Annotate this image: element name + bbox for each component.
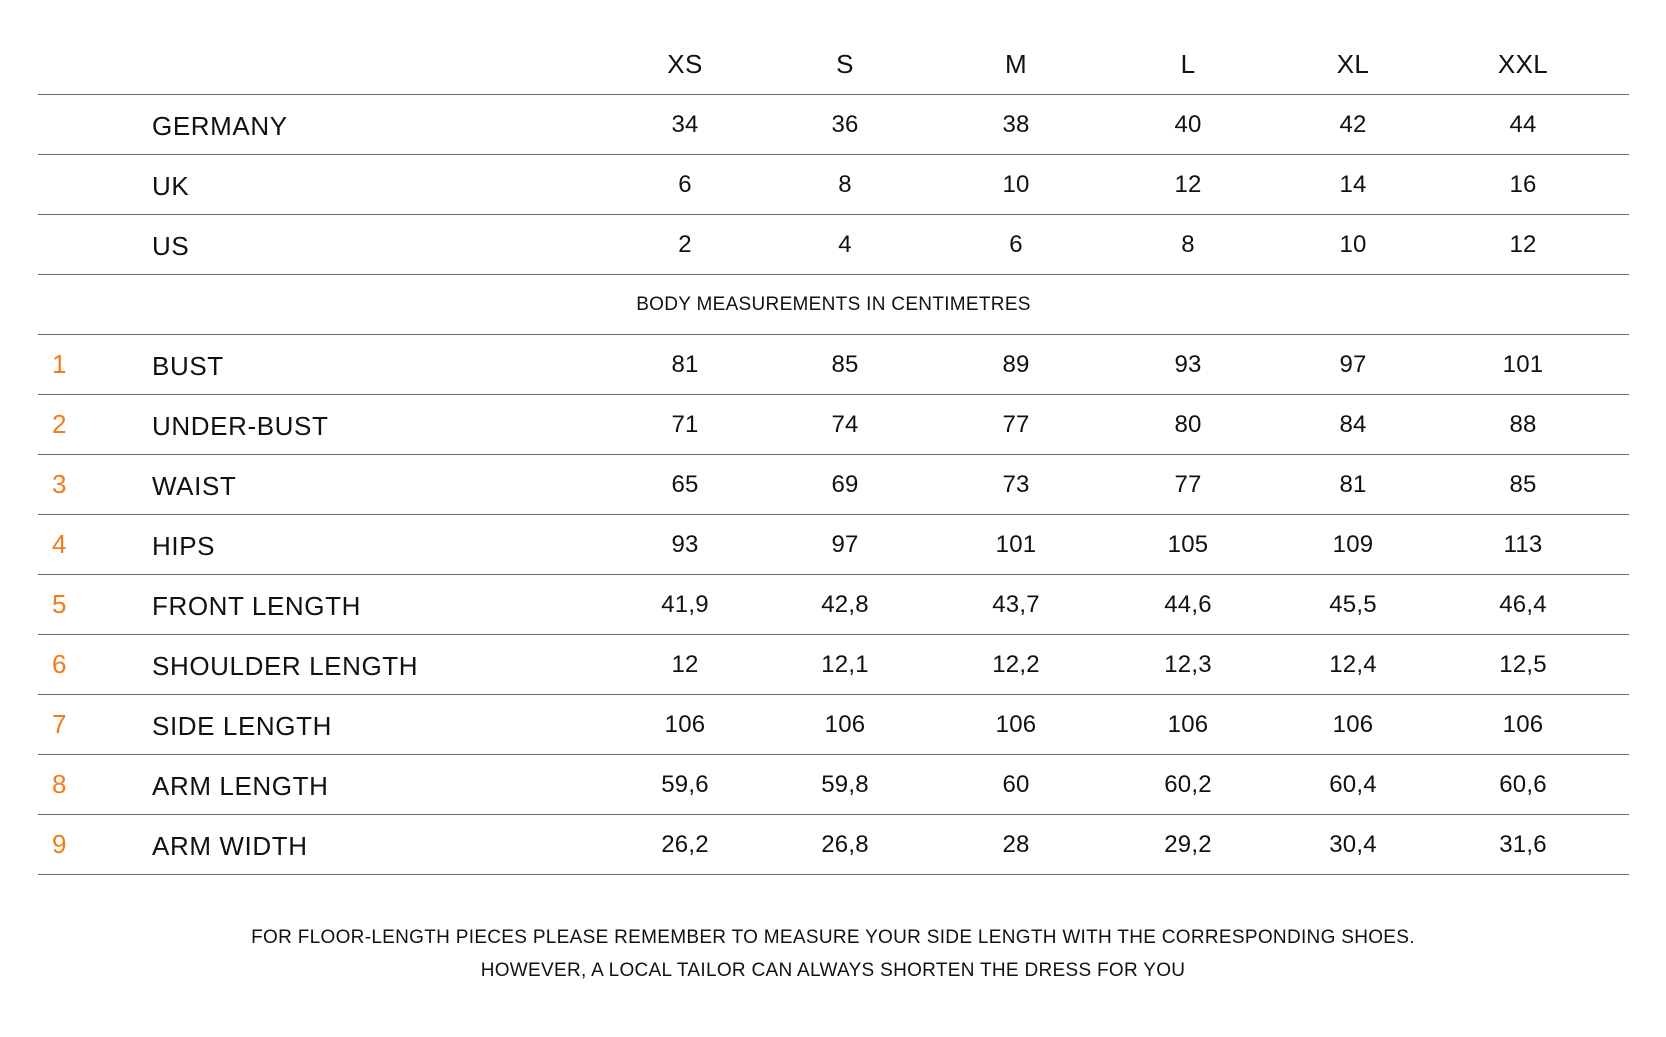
measurement-value: 101 (995, 530, 1037, 558)
measurement-value: 106 (1332, 710, 1374, 738)
measurement-label: SHOULDER LENGTH (152, 651, 419, 681)
measurement-value: 12 (671, 650, 699, 678)
conversion-label: US (152, 231, 190, 261)
conversion-label: UK (152, 171, 190, 201)
measurement-value: 93 (671, 530, 699, 558)
measurement-number: 6 (52, 649, 67, 679)
measurement-row-shoulder-length (38, 635, 1629, 695)
measurement-value: 60,4 (1329, 770, 1377, 798)
measurement-value: 59,6 (661, 770, 709, 798)
measurement-label: HIPS (152, 531, 216, 561)
measurement-row-arm-length (38, 755, 1629, 815)
measurement-label: UNDER-BUST (152, 411, 329, 441)
measurement-value: 93 (1174, 350, 1202, 378)
size-header-s: S (836, 49, 854, 79)
measurement-value: 81 (1339, 470, 1367, 498)
measurement-value: 106 (664, 710, 706, 738)
measurement-value: 41,9 (661, 590, 709, 618)
size-value: 44 (1509, 110, 1537, 138)
section-title: BODY MEASUREMENTS IN CENTIMETRES (636, 293, 1031, 315)
measurement-value: 46,4 (1499, 590, 1547, 618)
footnote-line-2: HOWEVER, A LOCAL TAILOR CAN ALWAYS SHORTEN THE DRESS FOR YOU (480, 960, 1186, 981)
footnote-line-1: FOR FLOOR-LENGTH PIECES PLEASE REMEMBER TO MEASURE YOUR SIDE LENGTH WITH THE CORRESPONDING SHOES. (251, 927, 1415, 948)
size-header-xxl: XXL (1497, 49, 1549, 79)
measurement-value: 31,6 (1499, 830, 1547, 858)
measurement-value: 12,1 (821, 650, 869, 678)
size-value: 2 (678, 230, 692, 258)
measurement-row-bust (38, 335, 1629, 395)
measurement-value: 81 (671, 350, 699, 378)
measurement-value: 60,6 (1499, 770, 1547, 798)
conversion-row-us (38, 215, 1629, 275)
measurement-value: 71 (671, 410, 699, 438)
measurement-row-front-length (38, 575, 1629, 635)
size-value: 38 (1002, 110, 1030, 138)
measurement-number: 5 (52, 589, 67, 619)
size-value: 34 (671, 110, 699, 138)
conversion-label: GERMANY (152, 111, 288, 141)
measurement-value: 12,5 (1499, 650, 1547, 678)
measurement-value: 88 (1509, 410, 1537, 438)
measurement-number: 9 (52, 829, 67, 859)
size-header-l: L (1180, 49, 1196, 79)
measurement-number: 4 (52, 529, 67, 559)
measurement-value: 60 (1002, 770, 1030, 798)
measurement-value: 97 (1339, 350, 1367, 378)
measurement-number: 2 (52, 409, 67, 439)
size-value: 4 (838, 230, 852, 258)
measurement-value: 73 (1002, 470, 1030, 498)
measurement-value: 60,2 (1164, 770, 1212, 798)
measurement-value: 85 (1509, 470, 1537, 498)
measurement-value: 74 (831, 410, 859, 438)
measurement-value: 77 (1002, 410, 1030, 438)
size-value: 16 (1509, 170, 1537, 198)
measurement-value: 106 (1167, 710, 1209, 738)
measurement-value: 45,5 (1329, 590, 1377, 618)
size-value: 10 (1339, 230, 1367, 258)
size-value: 6 (1009, 230, 1023, 258)
measurement-row-side-length (38, 695, 1629, 755)
size-value: 8 (1181, 230, 1195, 258)
measurement-number: 3 (52, 469, 67, 499)
measurement-value: 106 (1502, 710, 1544, 738)
measurement-label: ARM LENGTH (152, 771, 329, 801)
measurement-value: 44,6 (1164, 590, 1212, 618)
measurement-label: SIDE LENGTH (152, 711, 332, 741)
measurement-row-waist (38, 455, 1629, 515)
measurement-value: 12,3 (1164, 650, 1212, 678)
measurement-value: 113 (1503, 530, 1543, 558)
measurement-value: 12,2 (992, 650, 1040, 678)
measurement-row-arm-width (38, 815, 1629, 875)
measurement-number: 1 (52, 349, 67, 379)
measurement-number: 8 (52, 769, 67, 799)
measurement-value: 29,2 (1164, 830, 1212, 858)
size-value: 8 (838, 170, 852, 198)
conversion-row-germany (38, 95, 1629, 155)
size-header-xl: XL (1336, 49, 1370, 79)
measurement-value: 26,2 (661, 830, 709, 858)
measurement-value: 106 (995, 710, 1037, 738)
measurement-label: WAIST (152, 471, 237, 501)
measurement-value: 97 (831, 530, 859, 558)
size-value: 12 (1509, 230, 1537, 258)
measurement-value: 84 (1339, 410, 1367, 438)
measurement-label: BUST (152, 351, 224, 381)
measurement-value: 101 (1502, 350, 1544, 378)
size-value: 6 (678, 170, 692, 198)
measurement-value: 43,7 (992, 590, 1040, 618)
measurement-value: 80 (1174, 410, 1202, 438)
measurement-row-hips (38, 515, 1629, 575)
measurement-value: 65 (671, 470, 699, 498)
measurement-value: 85 (831, 350, 859, 378)
size-value: 10 (1002, 170, 1030, 198)
size-value: 12 (1174, 170, 1202, 198)
section-title-row (38, 275, 1629, 335)
measurement-value: 89 (1002, 350, 1030, 378)
measurement-value: 12,4 (1329, 650, 1377, 678)
measurement-value: 105 (1167, 530, 1209, 558)
measurement-number: 7 (52, 709, 67, 739)
measurement-value: 59,8 (821, 770, 869, 798)
measurement-label: FRONT LENGTH (152, 591, 361, 621)
size-value: 40 (1174, 110, 1202, 138)
measurement-value: 77 (1174, 470, 1202, 498)
measurement-value: 109 (1332, 530, 1374, 558)
size-value: 36 (831, 110, 859, 138)
measurement-value: 26,8 (821, 830, 869, 858)
measurement-value: 106 (824, 710, 866, 738)
size-value: 42 (1339, 110, 1367, 138)
size-header-xs: XS (667, 49, 703, 79)
measurement-value: 69 (831, 470, 859, 498)
size-header-row (38, 35, 1629, 95)
measurement-value: 42,8 (821, 590, 869, 618)
conversion-row-uk (38, 155, 1629, 215)
size-value: 14 (1339, 170, 1367, 198)
measurement-value: 30,4 (1329, 830, 1377, 858)
measurement-value: 28 (1002, 830, 1030, 858)
measurement-row-under-bust (38, 395, 1629, 455)
size-header-m: M (1004, 49, 1028, 79)
measurement-label: ARM WIDTH (152, 831, 308, 861)
